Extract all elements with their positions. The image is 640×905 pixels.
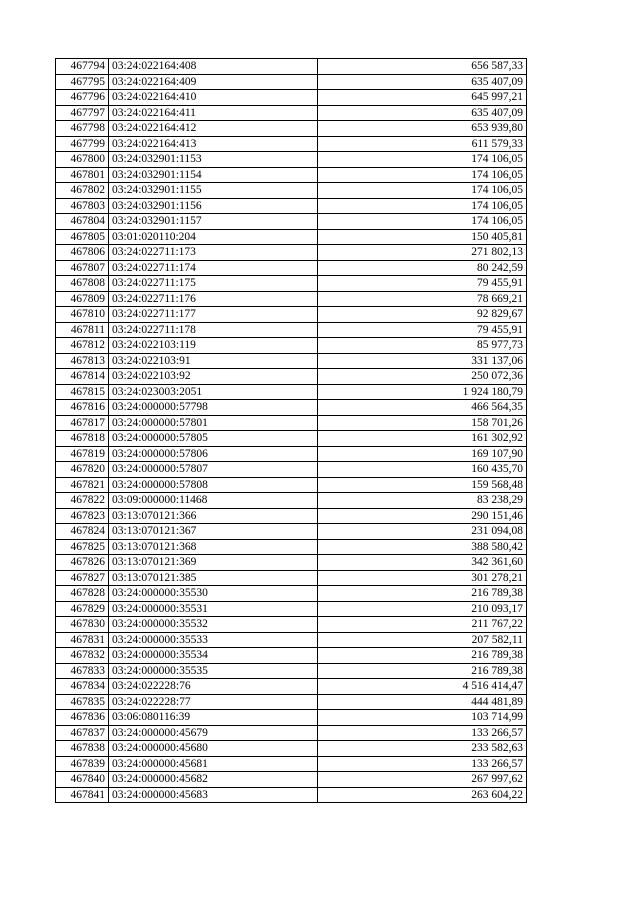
table-row <box>56 260 527 276</box>
table-row <box>56 353 527 369</box>
cadastral-number-cell: 03:24:022164:410 <box>109 90 318 106</box>
value-cell: 169 107,90 <box>318 446 527 462</box>
value-cell: 211 767,22 <box>318 617 527 633</box>
row-number-cell: 467817 <box>56 415 109 431</box>
cadastral-number-cell: 03:13:070121:385 <box>109 570 318 586</box>
row-number-cell: 467797 <box>56 105 109 121</box>
row-number-cell: 467821 <box>56 477 109 493</box>
table-row <box>56 617 527 633</box>
value-cell: 158 701,26 <box>318 415 527 431</box>
table-row <box>56 524 527 540</box>
cadastral-number-cell: 03:24:022228:76 <box>109 679 318 695</box>
value-cell: 174 106,05 <box>318 198 527 214</box>
cadastral-number-cell: 03:13:070121:368 <box>109 539 318 555</box>
row-number-cell: 467800 <box>56 152 109 168</box>
row-number-cell: 467831 <box>56 632 109 648</box>
table-row <box>56 462 527 478</box>
cadastral-number-cell: 03:13:070121:369 <box>109 555 318 571</box>
row-number-cell: 467805 <box>56 229 109 245</box>
row-number-cell: 467837 <box>56 725 109 741</box>
cadastral-number-cell: 03:24:000000:35535 <box>109 663 318 679</box>
row-number-cell: 467829 <box>56 601 109 617</box>
value-cell: 635 407,09 <box>318 105 527 121</box>
table-row <box>56 121 527 137</box>
table-row <box>56 741 527 757</box>
cadastral-number-cell: 03:24:000000:45680 <box>109 741 318 757</box>
table-row <box>56 632 527 648</box>
row-number-cell: 467814 <box>56 369 109 385</box>
table-row <box>56 756 527 772</box>
table-row <box>56 772 527 788</box>
value-cell: 233 582,63 <box>318 741 527 757</box>
value-cell: 174 106,05 <box>318 214 527 230</box>
value-cell: 611 579,33 <box>318 136 527 152</box>
cadastral-number-cell: 03:24:000000:45681 <box>109 756 318 772</box>
table-row <box>56 477 527 493</box>
value-cell: 83 238,29 <box>318 493 527 509</box>
row-number-cell: 467794 <box>56 59 109 75</box>
row-number-cell: 467827 <box>56 570 109 586</box>
cadastral-number-cell: 03:24:022103:119 <box>109 338 318 354</box>
table-row <box>56 369 527 385</box>
cadastre-value-table <box>55 58 527 803</box>
table-row <box>56 152 527 168</box>
table-row <box>56 787 527 803</box>
value-cell: 174 106,05 <box>318 167 527 183</box>
table-row <box>56 586 527 602</box>
value-cell: 207 582,11 <box>318 632 527 648</box>
value-cell: 79 455,91 <box>318 322 527 338</box>
value-cell: 444 481,89 <box>318 694 527 710</box>
row-number-cell: 467796 <box>56 90 109 106</box>
table-row <box>56 384 527 400</box>
row-number-cell: 467806 <box>56 245 109 261</box>
row-number-cell: 467823 <box>56 508 109 524</box>
table-row <box>56 245 527 261</box>
row-number-cell: 467830 <box>56 617 109 633</box>
table-row <box>56 415 527 431</box>
cadastral-number-cell: 03:24:032901:1153 <box>109 152 318 168</box>
value-cell: 79 455,91 <box>318 276 527 292</box>
cadastral-number-cell: 03:24:022711:178 <box>109 322 318 338</box>
cadastral-number-cell: 03:06:080116:39 <box>109 710 318 726</box>
table-row <box>56 90 527 106</box>
table-row <box>56 291 527 307</box>
table-row <box>56 198 527 214</box>
cadastral-number-cell: 03:09:000000:11468 <box>109 493 318 509</box>
row-number-cell: 467815 <box>56 384 109 400</box>
row-number-cell: 467816 <box>56 400 109 416</box>
value-cell: 388 580,42 <box>318 539 527 555</box>
cadastral-number-cell: 03:24:000000:57808 <box>109 477 318 493</box>
value-cell: 103 714,99 <box>318 710 527 726</box>
value-cell: 210 093,17 <box>318 601 527 617</box>
cadastral-number-cell: 03:24:023003:2051 <box>109 384 318 400</box>
table-row <box>56 539 527 555</box>
cadastral-number-cell: 03:24:000000:45683 <box>109 787 318 803</box>
row-number-cell: 467840 <box>56 772 109 788</box>
value-cell: 174 106,05 <box>318 152 527 168</box>
cadastral-number-cell: 03:24:022164:408 <box>109 59 318 75</box>
cadastral-number-cell: 03:24:000000:35530 <box>109 586 318 602</box>
row-number-cell: 467804 <box>56 214 109 230</box>
cadastral-number-cell: 03:24:000000:57801 <box>109 415 318 431</box>
row-number-cell: 467820 <box>56 462 109 478</box>
cadastral-number-cell: 03:24:032901:1156 <box>109 198 318 214</box>
table-row <box>56 338 527 354</box>
value-cell: 159 568,48 <box>318 477 527 493</box>
value-cell: 466 564,35 <box>318 400 527 416</box>
table-row <box>56 648 527 664</box>
cadastral-number-cell: 03:24:022164:413 <box>109 136 318 152</box>
table-row <box>56 570 527 586</box>
cadastral-number-cell: 03:24:022711:174 <box>109 260 318 276</box>
cadastral-number-cell: 03:24:000000:57806 <box>109 446 318 462</box>
row-number-cell: 467803 <box>56 198 109 214</box>
table-body <box>56 59 527 803</box>
value-cell: 645 997,21 <box>318 90 527 106</box>
table-row <box>56 601 527 617</box>
value-cell: 133 266,57 <box>318 725 527 741</box>
cadastral-number-cell: 03:24:022164:411 <box>109 105 318 121</box>
table-row <box>56 725 527 741</box>
value-cell: 174 106,05 <box>318 183 527 199</box>
value-cell: 216 789,38 <box>318 648 527 664</box>
value-cell: 290 151,46 <box>318 508 527 524</box>
table-row <box>56 694 527 710</box>
value-cell: 160 435,70 <box>318 462 527 478</box>
value-cell: 231 094,08 <box>318 524 527 540</box>
row-number-cell: 467808 <box>56 276 109 292</box>
cadastral-number-cell: 03:24:032901:1157 <box>109 214 318 230</box>
table-row <box>56 136 527 152</box>
table-row <box>56 59 527 75</box>
row-number-cell: 467801 <box>56 167 109 183</box>
row-number-cell: 467812 <box>56 338 109 354</box>
table-row <box>56 276 527 292</box>
table-row <box>56 446 527 462</box>
cadastral-number-cell: 03:24:000000:35531 <box>109 601 318 617</box>
cadastral-number-cell: 03:24:000000:57807 <box>109 462 318 478</box>
cadastral-number-cell: 03:24:032901:1155 <box>109 183 318 199</box>
row-number-cell: 467819 <box>56 446 109 462</box>
row-number-cell: 467822 <box>56 493 109 509</box>
value-cell: 250 072,36 <box>318 369 527 385</box>
row-number-cell: 467811 <box>56 322 109 338</box>
table-row <box>56 400 527 416</box>
cadastral-number-cell: 03:24:022228:77 <box>109 694 318 710</box>
value-cell: 1 924 180,79 <box>318 384 527 400</box>
row-number-cell: 467826 <box>56 555 109 571</box>
value-cell: 150 405,81 <box>318 229 527 245</box>
value-cell: 271 802,13 <box>318 245 527 261</box>
table-row <box>56 663 527 679</box>
row-number-cell: 467838 <box>56 741 109 757</box>
cadastral-number-cell: 03:24:032901:1154 <box>109 167 318 183</box>
cadastral-number-cell: 03:24:022164:412 <box>109 121 318 137</box>
table-row <box>56 322 527 338</box>
row-number-cell: 467810 <box>56 307 109 323</box>
row-number-cell: 467799 <box>56 136 109 152</box>
cadastral-number-cell: 03:24:022711:173 <box>109 245 318 261</box>
row-number-cell: 467807 <box>56 260 109 276</box>
table-row <box>56 183 527 199</box>
value-cell: 635 407,09 <box>318 74 527 90</box>
cadastral-number-cell: 03:13:070121:367 <box>109 524 318 540</box>
table-row <box>56 493 527 509</box>
table-row <box>56 229 527 245</box>
cadastral-number-cell: 03:24:000000:45682 <box>109 772 318 788</box>
cadastral-number-cell: 03:24:022103:92 <box>109 369 318 385</box>
row-number-cell: 467813 <box>56 353 109 369</box>
table-row <box>56 307 527 323</box>
row-number-cell: 467802 <box>56 183 109 199</box>
table-row <box>56 508 527 524</box>
row-number-cell: 467835 <box>56 694 109 710</box>
cadastral-number-cell: 03:01:020110:204 <box>109 229 318 245</box>
table-row <box>56 105 527 121</box>
value-cell: 216 789,38 <box>318 586 527 602</box>
value-cell: 133 266,57 <box>318 756 527 772</box>
value-cell: 263 604,22 <box>318 787 527 803</box>
value-cell: 653 939,80 <box>318 121 527 137</box>
row-number-cell: 467834 <box>56 679 109 695</box>
value-cell: 216 789,38 <box>318 663 527 679</box>
value-cell: 92 829,67 <box>318 307 527 323</box>
table-row <box>56 431 527 447</box>
row-number-cell: 467809 <box>56 291 109 307</box>
value-cell: 161 302,92 <box>318 431 527 447</box>
value-cell: 85 977,73 <box>318 338 527 354</box>
row-number-cell: 467824 <box>56 524 109 540</box>
row-number-cell: 467839 <box>56 756 109 772</box>
value-cell: 78 669,21 <box>318 291 527 307</box>
row-number-cell: 467818 <box>56 431 109 447</box>
row-number-cell: 467841 <box>56 787 109 803</box>
value-cell: 342 361,60 <box>318 555 527 571</box>
row-number-cell: 467795 <box>56 74 109 90</box>
cadastral-number-cell: 03:13:070121:366 <box>109 508 318 524</box>
value-cell: 331 137,06 <box>318 353 527 369</box>
cadastral-number-cell: 03:24:000000:35532 <box>109 617 318 633</box>
cadastral-number-cell: 03:24:022103:91 <box>109 353 318 369</box>
row-number-cell: 467836 <box>56 710 109 726</box>
table-row <box>56 679 527 695</box>
table-row <box>56 167 527 183</box>
table-row <box>56 214 527 230</box>
cadastral-number-cell: 03:24:000000:35534 <box>109 648 318 664</box>
cadastral-number-cell: 03:24:022164:409 <box>109 74 318 90</box>
row-number-cell: 467825 <box>56 539 109 555</box>
cadastral-number-cell: 03:24:022711:175 <box>109 276 318 292</box>
value-cell: 656 587,33 <box>318 59 527 75</box>
value-cell: 301 278,21 <box>318 570 527 586</box>
row-number-cell: 467828 <box>56 586 109 602</box>
cadastral-number-cell: 03:24:000000:57798 <box>109 400 318 416</box>
row-number-cell: 467798 <box>56 121 109 137</box>
cadastral-number-cell: 03:24:000000:35533 <box>109 632 318 648</box>
cadastral-number-cell: 03:24:000000:45679 <box>109 725 318 741</box>
cadastral-number-cell: 03:24:000000:57805 <box>109 431 318 447</box>
table-row <box>56 710 527 726</box>
cadastral-number-cell: 03:24:022711:177 <box>109 307 318 323</box>
value-cell: 80 242,59 <box>318 260 527 276</box>
value-cell: 4 516 414,47 <box>318 679 527 695</box>
row-number-cell: 467833 <box>56 663 109 679</box>
value-cell: 267 997,62 <box>318 772 527 788</box>
table-row <box>56 74 527 90</box>
table-row <box>56 555 527 571</box>
row-number-cell: 467832 <box>56 648 109 664</box>
cadastral-number-cell: 03:24:022711:176 <box>109 291 318 307</box>
